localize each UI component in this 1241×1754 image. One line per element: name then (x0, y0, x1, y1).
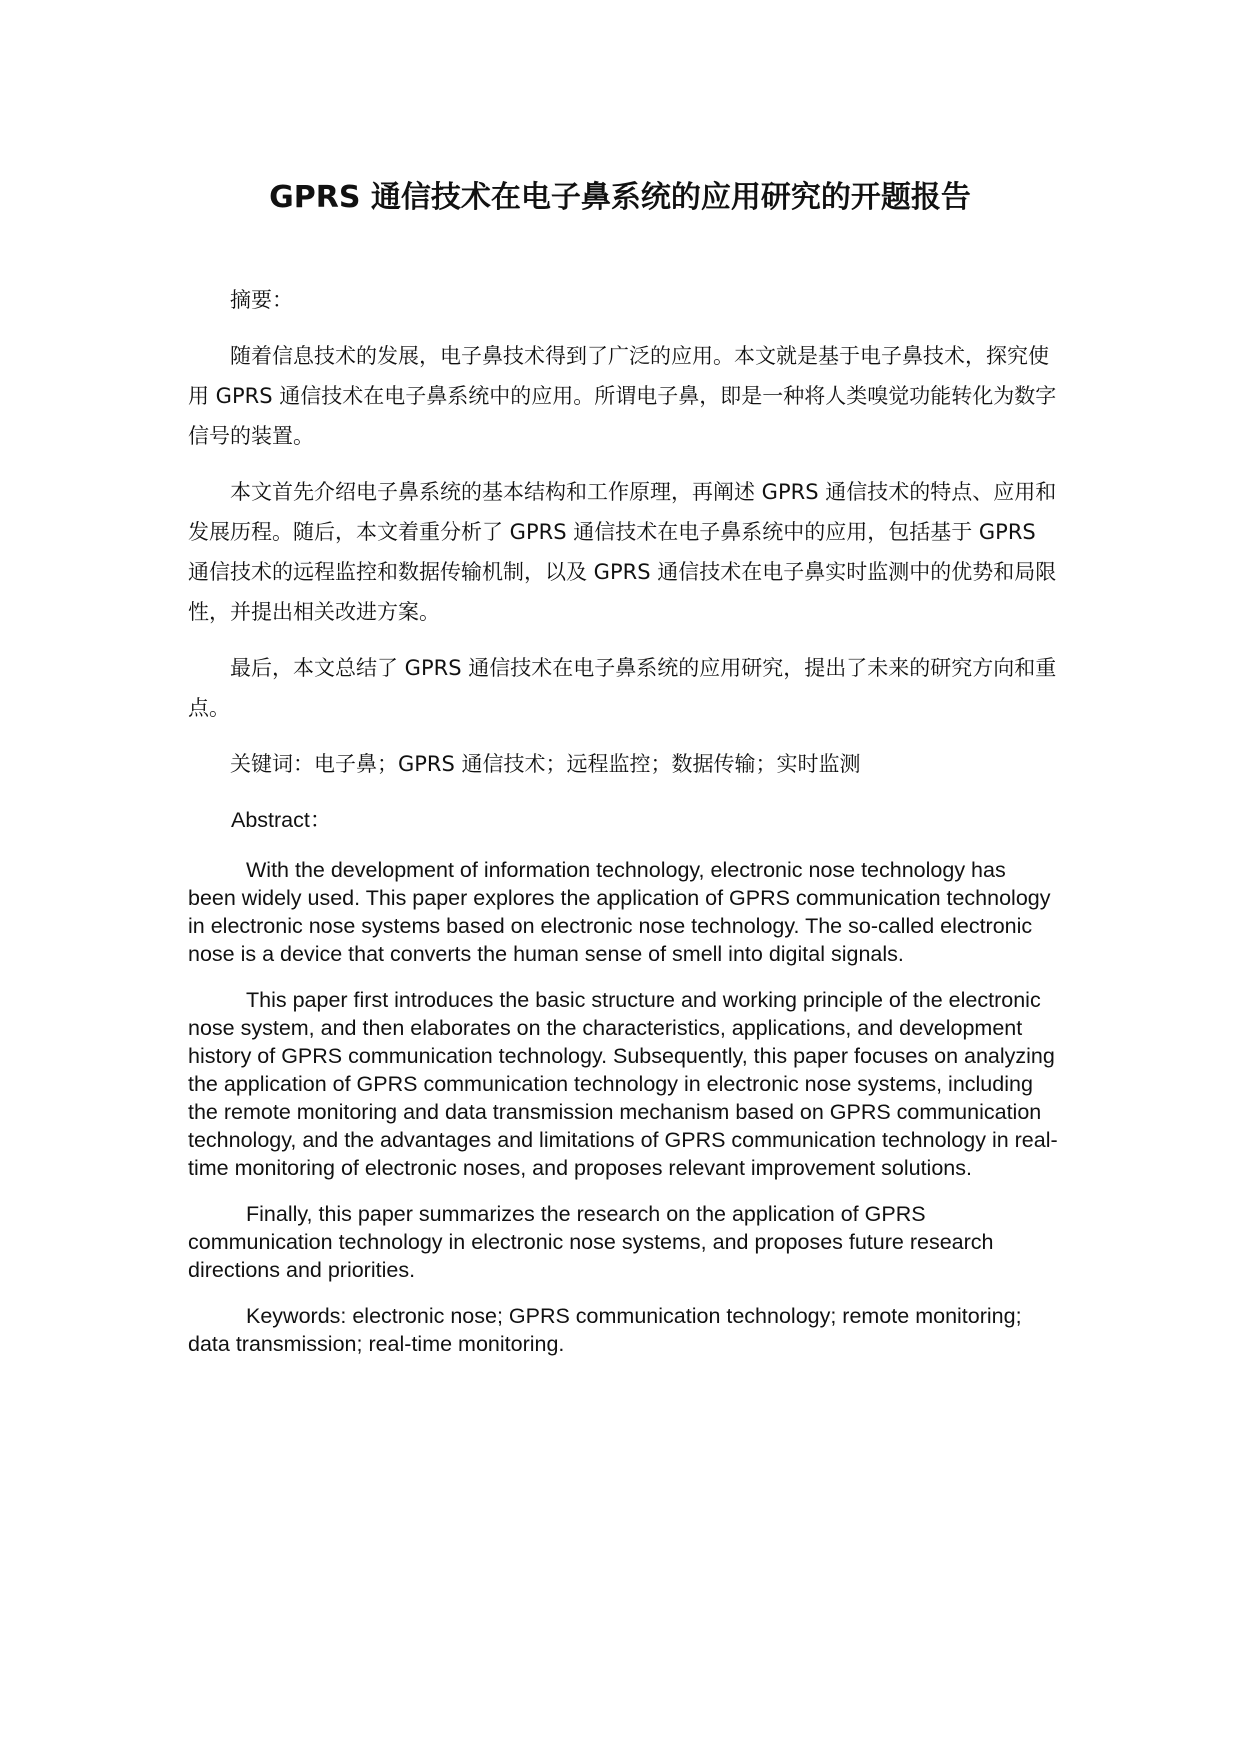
zh-paragraph: 最后，本文总结了 GPRS 通信技术在电子鼻系统的应用研究，提出了未来的研究方向和重点。 (188, 656, 1057, 720)
en-paragraph: This paper first introduces the basic structure and working principle of the electronic nose system, and then elaborates on the characteristics, applications, and development history of GPRS communication technology. Subsequently, this paper focuses on analyzing the application of GPRS communication technology in electronic nose systems, including the remote monitoring and data transmission mechanism based on GPRS communication technology, and the advantages and limitations of GPRS communication technology in real-time monitoring of electronic noses, and proposes relevant improvement solutions. (188, 988, 1058, 1180)
document-title: GPRS 通信技术在电子鼻系统的应用研究的开题报告 (269, 180, 971, 215)
zh-paragraph: 本文首先介绍电子鼻系统的基本结构和工作原理，再阐述 GPRS 通信技术的特点、应用和发展历程。随后，本文着重分析了 GPRS 通信技术在电子鼻系统中的应用，包括基于 GPRS 通信技术的远程监控和数据传输机制，以及 GPRS 通信技术在电子鼻实时监测中的优势和局限性，并提出相关改进方案。 (188, 480, 1057, 624)
zh-abstract-heading: 摘要： (230, 288, 293, 312)
zh-keywords: 关键词：电子鼻；GPRS 通信技术；远程监控；数据传输；实时监测 (230, 752, 861, 776)
en-paragraph: With the development of information technology, electronic nose technology has been widely used. This paper explores the application of GPRS communication technology in electronic nose systems based on electronic nose technology. The so-called electronic nose is a device that converts the human sense of smell into digital signals. (188, 858, 1051, 966)
en-paragraph: Finally, this paper summarizes the research on the application of GPRS communication technology in electronic nose systems, and proposes future research directions and priorities. (188, 1202, 994, 1282)
en-abstract-heading: Abstract： (231, 808, 332, 832)
zh-paragraph: 随着信息技术的发展，电子鼻技术得到了广泛的应用。本文就是基于电子鼻技术，探究使用 GPRS 通信技术在电子鼻系统中的应用。所谓电子鼻，即是一种将人类嗅觉功能转化为数字信号的装置。 (188, 344, 1057, 448)
document-body (188, 280, 1058, 1376)
en-keywords: Keywords: electronic nose; GPRS communication technology; remote monitoring; data transmission; real-time monitoring. (188, 1304, 1022, 1356)
